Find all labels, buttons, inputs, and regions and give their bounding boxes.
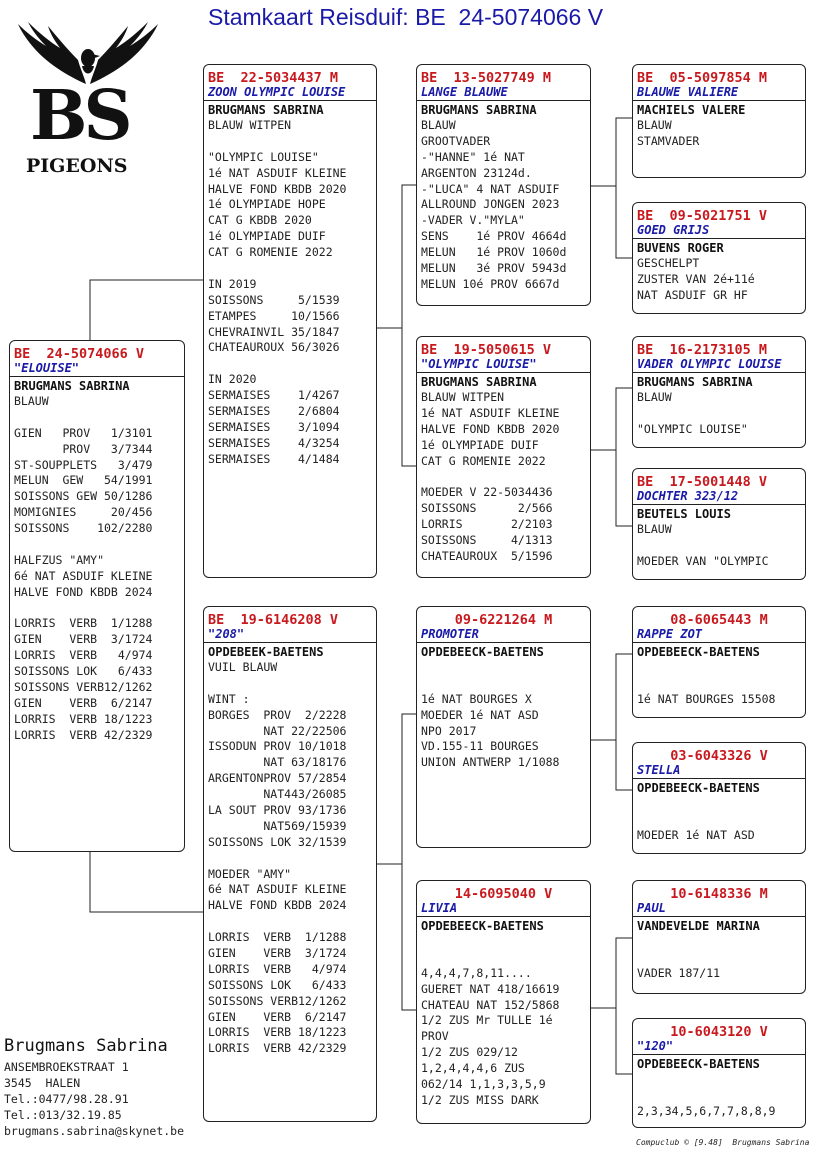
detail-line: MELUN GEW 54/1991 bbox=[14, 473, 153, 488]
detail-line: HALVE FOND KBDB 2020 bbox=[421, 421, 560, 436]
pigeon-owner: BEUTELS LOUIS bbox=[637, 507, 731, 521]
detail-line: 1é NAT ASDUIF KLEINE bbox=[421, 405, 560, 420]
detail-line: Tel.:013/32.19.85 bbox=[4, 1107, 122, 1122]
detail-line: 1é NAT ASDUIF KLEINE bbox=[208, 165, 347, 180]
detail-line: 2,3,34,5,6,7,7,8,8,9 bbox=[637, 1103, 776, 1118]
detail-line: SERMAISES 2/6804 bbox=[208, 404, 340, 419]
detail-line: 1/2 ZUS 029/12 bbox=[421, 1045, 518, 1060]
detail-line: MOMIGNIES 20/456 bbox=[14, 505, 153, 520]
detail-line: UNION ANTWERP 1/1088 bbox=[421, 755, 560, 770]
detail-line: SOISSONS LOK 6/433 bbox=[14, 664, 153, 679]
detail-line: VD.155-11 BOURGES bbox=[421, 739, 539, 754]
pigeon-owner: BRUGMANS SABRINA bbox=[637, 375, 753, 389]
pigeon-card-father-father[interactable] bbox=[416, 64, 591, 306]
detail-line: NAT 63/18176 bbox=[208, 755, 347, 770]
pigeon-details bbox=[204, 118, 376, 468]
pigeon-details bbox=[417, 118, 590, 293]
detail-line: BLAUW bbox=[637, 390, 672, 404]
detail-line: "OLYMPIC LOUISE" bbox=[637, 421, 748, 436]
detail-line: CHATEAUROUX 5/1596 bbox=[421, 548, 553, 563]
detail-line: PROV bbox=[421, 1029, 449, 1044]
pigeon-nickname: ZOON OLYMPIC LOUISE bbox=[204, 86, 376, 101]
pigeon-owner: MACHIELS VALERE bbox=[637, 103, 746, 117]
pigeon-nickname: DOCHTER 323/12 bbox=[633, 490, 805, 505]
pigeon-owner: OPDEBEECK-BAETENS bbox=[421, 919, 544, 933]
detail-line: 1/2 ZUS Mr TULLE 1é bbox=[421, 1013, 553, 1028]
detail-line: MOEDER 1é NAT ASD bbox=[421, 707, 539, 722]
pigeon-nickname: BLAUWE VALIERE bbox=[633, 86, 805, 101]
detail-line: MELUN 1é PROV 1060d bbox=[421, 245, 567, 260]
detail-line: GROOTVADER bbox=[421, 133, 491, 148]
ring-number: BE 22-5034437 M bbox=[208, 70, 339, 86]
detail-line: GIEN VERB 3/1724 bbox=[14, 632, 153, 647]
detail-line: CHATEAUROUX 56/3026 bbox=[208, 340, 340, 355]
ring-number: 10-6148336 M bbox=[670, 886, 768, 902]
detail-line: MOEDER VAN "OLYMPIC bbox=[637, 553, 769, 568]
detail-line bbox=[14, 601, 180, 617]
detail-line: ARGENTONPROV 57/2854 bbox=[208, 771, 347, 786]
detail-line: MOEDER "AMY" bbox=[208, 866, 292, 881]
detail-line: SOISSONS 4/1313 bbox=[421, 533, 553, 548]
detail-line bbox=[208, 134, 372, 150]
pigeon-owner: VANDEVELDE MARINA bbox=[637, 919, 760, 933]
detail-line: NAT443/26085 bbox=[208, 787, 347, 802]
pigeon-card-fmf[interactable] bbox=[632, 336, 806, 448]
detail-line: SERMAISES 1/4267 bbox=[208, 388, 340, 403]
detail-line: LORRIS VERB 1/1288 bbox=[208, 930, 347, 945]
detail-line: ARGENTON 23124d. bbox=[421, 165, 532, 180]
detail-line bbox=[637, 676, 801, 692]
detail-line: 1é OLYMPIADE DUIF bbox=[421, 437, 539, 452]
pigeon-details bbox=[633, 934, 805, 982]
detail-line bbox=[208, 676, 372, 692]
detail-line: IN 2020 bbox=[208, 372, 257, 387]
detail-line: LORRIS VERB 1/1288 bbox=[14, 616, 153, 631]
ring-number: 08-6065443 M bbox=[670, 612, 768, 628]
detail-line: MELUN 3é PROV 5943d bbox=[421, 261, 567, 276]
detail-line: GIEN VERB 6/2147 bbox=[208, 1009, 347, 1024]
pigeon-card-mother[interactable] bbox=[203, 606, 377, 1122]
detail-line: 1/2 ZUS MISS DARK bbox=[421, 1092, 539, 1107]
detail-line: CHEVRAINVIL 35/1847 bbox=[208, 324, 340, 339]
detail-line: Tel.:0477/98.28.91 bbox=[4, 1091, 129, 1106]
detail-line bbox=[208, 261, 372, 277]
detail-line: BLAUW bbox=[14, 394, 49, 408]
detail-line: LA SOUT PROV 93/1736 bbox=[208, 803, 347, 818]
detail-line bbox=[637, 406, 801, 422]
detail-line: IN 2019 bbox=[208, 276, 257, 291]
pigeon-owner: BRUGMANS SABRINA bbox=[14, 379, 130, 393]
pigeon-owner: OPDEBEEK-BAETENS bbox=[208, 645, 324, 659]
pigeon-nickname: RAPPE ZOT bbox=[633, 628, 805, 643]
detail-line bbox=[637, 934, 801, 950]
pigeon-nickname: "OLYMPIC LOUISE" bbox=[417, 358, 590, 373]
detail-line: SERMAISES 4/1484 bbox=[208, 451, 340, 466]
detail-line: HALFZUS "AMY" bbox=[14, 552, 105, 567]
detail-line: brugmans.sabrina@skynet.be bbox=[4, 1123, 185, 1138]
ring-number: BE 19-5050615 V bbox=[421, 342, 552, 358]
pigeon-owner: OPDEBEECK-BAETENS bbox=[637, 1057, 760, 1071]
detail-line bbox=[637, 1088, 801, 1104]
detail-line: ALLROUND JONGEN 2023 bbox=[421, 197, 560, 212]
detail-line: MOEDER 1é NAT ASD bbox=[637, 827, 755, 842]
detail-line: BLAUW WITPEN bbox=[421, 390, 505, 404]
detail-line: PROV 3/7344 bbox=[14, 441, 153, 456]
detail-line: SOISSONS 2/566 bbox=[421, 501, 553, 516]
detail-line: NPO 2017 bbox=[421, 723, 477, 738]
detail-line: HALVE FOND KBDB 2020 bbox=[208, 181, 347, 196]
detail-line: LORRIS VERB 18/1223 bbox=[208, 1025, 347, 1040]
detail-line: LORRIS VERB 4/974 bbox=[208, 961, 347, 976]
detail-line: MELUN 10é PROV 6667d bbox=[421, 276, 560, 291]
detail-line: SOISSONS LOK 6/433 bbox=[208, 977, 347, 992]
pigeon-card-father[interactable] bbox=[203, 64, 377, 578]
pigeon-details bbox=[633, 1072, 805, 1120]
detail-line: -VADER V."MYLA" bbox=[421, 213, 525, 228]
pigeon-card-mmf[interactable] bbox=[632, 880, 806, 994]
detail-line: BLAUW bbox=[637, 118, 672, 132]
detail-line: SERMAISES 3/1094 bbox=[208, 419, 340, 434]
pigeon-card-subject[interactable] bbox=[9, 340, 185, 852]
ring-number: 09-6221264 M bbox=[454, 612, 553, 628]
pigeon-owner: BRUGMANS SABRINA bbox=[208, 103, 324, 117]
pigeon-nickname: VADER OLYMPIC LOUISE bbox=[633, 358, 805, 373]
pigeon-card-mmm[interactable] bbox=[632, 1018, 806, 1128]
detail-line: GIEN VERB 6/2147 bbox=[14, 695, 153, 710]
detail-line: -"HANNE" 1é NAT bbox=[421, 149, 525, 164]
pigeon-nickname: GOED GRIJS bbox=[633, 224, 805, 239]
pigeon-owner: OPDEBEECK-BAETENS bbox=[637, 645, 760, 659]
detail-line: VADER 187/11 bbox=[637, 965, 721, 980]
detail-line: CAT G ROMENIE 2022 bbox=[208, 245, 333, 260]
detail-line: LORRIS VERB 4/974 bbox=[14, 648, 153, 663]
detail-line: GESCHELPT bbox=[637, 256, 700, 270]
detail-line bbox=[637, 660, 801, 676]
pigeon-nickname: PAUL bbox=[633, 902, 805, 917]
pigeon-details bbox=[633, 118, 805, 150]
pigeon-card-fff[interactable] bbox=[632, 64, 806, 178]
ring-number: BE 05-5097854 M bbox=[637, 70, 768, 86]
pigeon-card-mother-father[interactable] bbox=[416, 606, 591, 848]
detail-line bbox=[208, 356, 372, 372]
pigeon-details bbox=[633, 796, 805, 844]
detail-line: 1,2,4,4,4,6 ZUS bbox=[421, 1061, 525, 1076]
ring-number: BE 19-6146208 V bbox=[208, 612, 339, 628]
pigeon-owner: BRUGMANS SABRINA bbox=[421, 375, 537, 389]
detail-line bbox=[637, 812, 801, 828]
detail-line: WINT : bbox=[208, 691, 250, 706]
detail-line bbox=[208, 914, 372, 930]
detail-line: BLAUW bbox=[421, 118, 456, 132]
detail-line: 6é NAT ASDUIF KLEINE bbox=[14, 568, 153, 583]
pigeon-nickname: PROMOTER bbox=[417, 628, 590, 643]
detail-line: BLAUW bbox=[637, 522, 672, 536]
logo-word: PIGEONS bbox=[26, 155, 128, 177]
pigeon-owner: BRUGMANS SABRINA bbox=[421, 103, 537, 117]
detail-line: 062/14 1,1,3,3,5,9 bbox=[421, 1077, 546, 1092]
detail-line bbox=[421, 934, 586, 950]
detail-line: BLAUW WITPEN bbox=[208, 118, 292, 132]
detail-line: LORRIS VERB 42/2329 bbox=[208, 1041, 347, 1056]
pigeon-nickname: STELLA bbox=[633, 764, 805, 779]
detail-line: CAT G KBDB 2020 bbox=[208, 213, 312, 228]
pigeon-card-fmm[interactable] bbox=[632, 468, 806, 580]
detail-line: CHATEAU NAT 152/5868 bbox=[421, 997, 560, 1012]
detail-line bbox=[421, 676, 586, 692]
pigeon-details bbox=[204, 660, 376, 1057]
pigeon-details bbox=[633, 390, 805, 438]
detail-line: 3545 HALEN bbox=[4, 1075, 81, 1090]
detail-line bbox=[421, 660, 586, 676]
pigeon-nickname: LANGE BLAUWE bbox=[417, 86, 590, 101]
detail-line: HALVE FOND KBDB 2024 bbox=[14, 584, 153, 599]
page-title: Stamkaart Reisduif: BE 24-5074066 V bbox=[208, 4, 604, 30]
detail-line: 1é OLYMPIADE HOPE bbox=[208, 197, 326, 212]
detail-line: NAT 22/22506 bbox=[208, 723, 347, 738]
detail-line: ZUSTER VAN 2é+11é bbox=[637, 271, 755, 286]
detail-line: SOISSONS VERB12/1262 bbox=[208, 993, 347, 1008]
pigeon-card-mff[interactable] bbox=[632, 606, 806, 718]
detail-line bbox=[637, 1072, 801, 1088]
detail-line: NAT569/15939 bbox=[208, 818, 347, 833]
detail-line bbox=[637, 796, 801, 812]
detail-line: LORRIS VERB 42/2329 bbox=[14, 727, 153, 742]
detail-line: ISSODUN PROV 10/1018 bbox=[208, 739, 347, 754]
detail-line: 6é NAT ASDUIF KLEINE bbox=[208, 882, 347, 897]
pigeon-details bbox=[633, 660, 805, 708]
detail-line: VUIL BLAUW bbox=[208, 660, 278, 674]
logo-letters: BS bbox=[30, 76, 129, 156]
pigeon-card-ffm[interactable] bbox=[632, 202, 806, 314]
pigeon-details bbox=[633, 256, 805, 304]
detail-line: ETAMPES 10/1566 bbox=[208, 308, 340, 323]
detail-line: STAMVADER bbox=[637, 133, 700, 148]
pigeon-nickname: "ELOUISE" bbox=[10, 362, 184, 377]
detail-line: ST-SOUPPLETS 3/479 bbox=[14, 457, 153, 472]
detail-line: SOISSONS LOK 32/1539 bbox=[208, 834, 347, 849]
detail-line: 1é OLYMPIADE DUIF bbox=[208, 229, 326, 244]
detail-line: -"LUCA" 4 NAT ASDUIF bbox=[421, 181, 560, 196]
ring-number: 03-6043326 V bbox=[670, 748, 768, 764]
ring-number: BE 24-5074066 V bbox=[14, 346, 145, 362]
detail-line: SENS 1é PROV 4664d bbox=[421, 229, 567, 244]
detail-line bbox=[637, 950, 801, 966]
ring-number: BE 09-5021751 V bbox=[637, 208, 768, 224]
detail-line: HALVE FOND KBDB 2024 bbox=[208, 898, 347, 913]
detail-line: SOISSONS VERB12/1262 bbox=[14, 680, 153, 695]
detail-line: 4,4,4,7,8,11.... bbox=[421, 965, 532, 980]
pigeon-nickname: "208" bbox=[204, 628, 376, 643]
ring-number: BE 17-5001448 V bbox=[637, 474, 768, 490]
detail-line: ANSEMBROEKSTRAAT 1 bbox=[4, 1060, 129, 1074]
detail-line bbox=[421, 469, 586, 485]
detail-line: MOEDER V 22-5034436 bbox=[421, 485, 553, 500]
pigeon-card-mother-mother[interactable] bbox=[416, 880, 591, 1124]
detail-line: SERMAISES 4/3254 bbox=[208, 435, 340, 450]
ring-number: 14-6095040 V bbox=[454, 886, 553, 902]
pigeon-owner: OPDEBEECK-BAETENS bbox=[421, 645, 544, 659]
detail-line: LORRIS 2/2103 bbox=[421, 517, 553, 532]
pigeon-nickname: "120" bbox=[633, 1040, 805, 1055]
ring-number: 10-6043120 V bbox=[670, 1024, 768, 1040]
detail-line bbox=[421, 950, 586, 966]
detail-line: BORGES PROV 2/2228 bbox=[208, 707, 347, 722]
detail-line: "OLYMPIC LOUISE" bbox=[208, 149, 319, 164]
pigeon-owner: OPDEBEECK-BAETENS bbox=[637, 781, 760, 795]
detail-line: 1é NAT BOURGES 15508 bbox=[637, 691, 776, 706]
pigeon-nickname: LIVIA bbox=[417, 902, 590, 917]
pigeon-details bbox=[10, 394, 184, 744]
breeder-contact bbox=[4, 1060, 184, 1139]
detail-line: SOISSONS 5/1539 bbox=[208, 292, 340, 307]
detail-line: GUERET NAT 418/16619 bbox=[421, 981, 560, 996]
detail-line bbox=[14, 410, 180, 426]
pigeon-details bbox=[417, 660, 590, 771]
detail-line: NAT ASDUIF GR HF bbox=[637, 287, 748, 302]
software-credit: Compuclub © [9.48] Brugmans Sabrina bbox=[636, 1138, 810, 1147]
pigeon-card-father-mother[interactable] bbox=[416, 336, 591, 578]
detail-line bbox=[208, 851, 372, 867]
breeder-name: Brugmans Sabrina bbox=[4, 1036, 168, 1056]
pigeon-details bbox=[417, 390, 590, 565]
detail-line: SOISSONS GEW 50/1286 bbox=[14, 489, 153, 504]
pigeon-details bbox=[417, 934, 590, 1109]
pigeon-details bbox=[633, 522, 805, 570]
pigeon-owner: BUVENS ROGER bbox=[637, 241, 724, 255]
detail-line: GIEN PROV 1/3101 bbox=[14, 425, 153, 440]
ring-number: BE 13-5027749 M bbox=[421, 70, 552, 86]
detail-line: SOISSONS 102/2280 bbox=[14, 521, 153, 536]
ring-number: BE 16-2173105 M bbox=[637, 342, 768, 358]
detail-line bbox=[637, 538, 801, 554]
detail-line: GIEN VERB 3/1724 bbox=[208, 946, 347, 961]
detail-line bbox=[14, 537, 180, 553]
detail-line: LORRIS VERB 18/1223 bbox=[14, 711, 153, 726]
detail-line: CAT G ROMENIE 2022 bbox=[421, 453, 546, 468]
pigeon-card-mfm[interactable] bbox=[632, 742, 806, 854]
detail-line: 1é NAT BOURGES X bbox=[421, 691, 532, 706]
